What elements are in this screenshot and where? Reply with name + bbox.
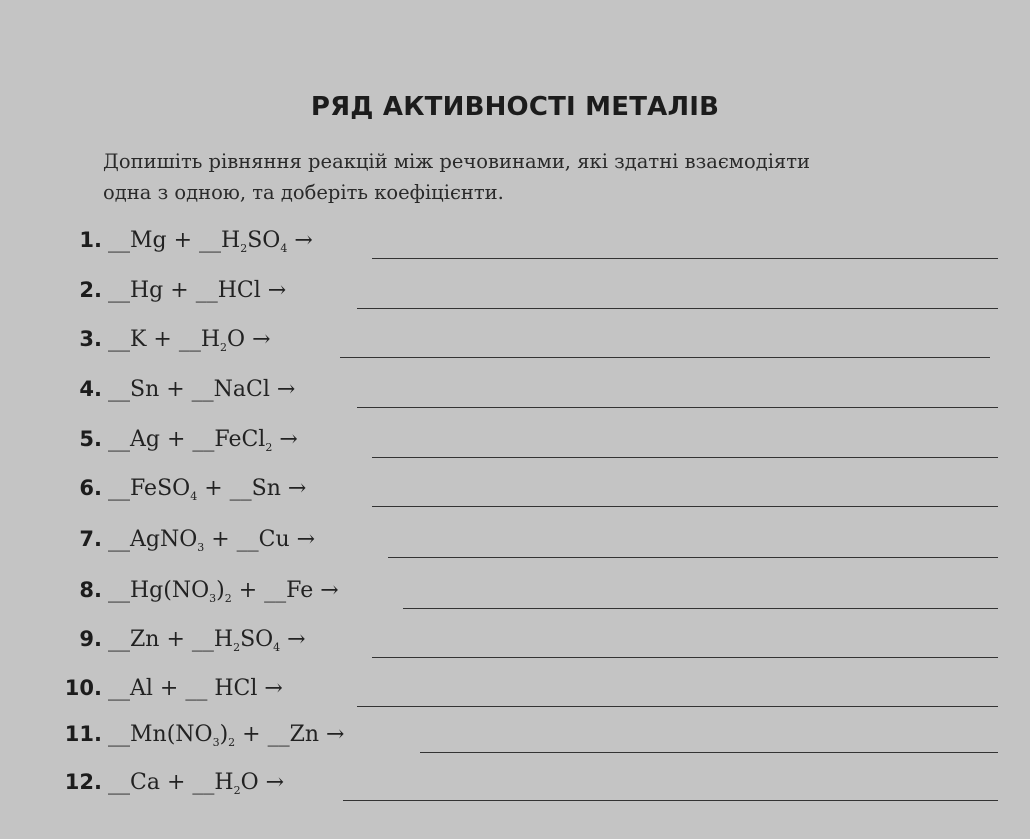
equation-row bbox=[44, 578, 339, 618]
equation-row bbox=[44, 228, 313, 268]
answer-line[interactable] bbox=[372, 506, 998, 507]
answer-line[interactable] bbox=[357, 308, 998, 309]
answer-line[interactable] bbox=[372, 657, 998, 658]
equation-expression: $\_\_Hg(NO_3)_2$ + __Fe → bbox=[108, 578, 339, 605]
equation-number: 11. bbox=[64, 722, 102, 746]
equation-expression: __Zn + $\_\_H_2SO_4$ → bbox=[108, 627, 306, 654]
equation-number: 3. bbox=[79, 327, 102, 351]
answer-line[interactable] bbox=[388, 557, 998, 558]
equation-expression: __Mg + $\_\_H_2SO_4$ → bbox=[108, 228, 313, 255]
equation-row bbox=[44, 676, 283, 716]
equation-number: 4. bbox=[79, 377, 102, 401]
equation-expression: __AgNO$_3$ + __Cu → bbox=[108, 527, 316, 554]
answer-line[interactable] bbox=[403, 608, 998, 609]
equation-expression: __Hg + __HCl → bbox=[108, 278, 287, 303]
instruction-line-2: одна з одною, та доберіть коефіцієнти. bbox=[103, 181, 504, 204]
equation-number: 7. bbox=[79, 527, 102, 551]
equation-number: 12. bbox=[64, 770, 102, 794]
equation-number: 1. bbox=[79, 228, 102, 252]
answer-line[interactable] bbox=[372, 457, 998, 458]
answer-line[interactable] bbox=[343, 800, 998, 801]
equation-number: 9. bbox=[79, 627, 102, 651]
equation-expression: __Ca + $\_\_H_2O$ → bbox=[108, 770, 285, 797]
answer-line[interactable] bbox=[372, 258, 998, 259]
answer-line[interactable] bbox=[357, 407, 998, 408]
equation-number: 10. bbox=[64, 676, 102, 700]
equation-expression: __K + $\_\_H_2O$ → bbox=[108, 327, 271, 354]
equation-row bbox=[44, 476, 306, 516]
instructions bbox=[103, 146, 1018, 208]
equation-expression: __Ag + __FeCl$_2$ → bbox=[108, 427, 298, 454]
equation-expression: __Sn + __NaCl → bbox=[108, 377, 296, 402]
equation-number: 8. bbox=[79, 578, 102, 602]
equation-number: 6. bbox=[79, 476, 102, 500]
equation-expression: $\_\_Mn(NO_3)_2$ + __Zn → bbox=[108, 722, 345, 749]
equation-number: 5. bbox=[79, 427, 102, 451]
answer-line[interactable] bbox=[340, 357, 990, 358]
equation-row bbox=[44, 327, 271, 367]
answer-line[interactable] bbox=[420, 752, 998, 753]
answer-line[interactable] bbox=[357, 706, 998, 707]
equation-row bbox=[44, 377, 295, 417]
equation-row bbox=[44, 722, 344, 762]
equation-row bbox=[44, 770, 284, 810]
equation-expression: __FeSO$_4$ + __Sn → bbox=[108, 476, 307, 503]
equation-row bbox=[44, 527, 315, 567]
instruction-line-1: Допишіть рівняння реакцій між речовинами, які здатні взаємодіяти bbox=[103, 150, 811, 173]
equation-expression: __Al + __ HCl → bbox=[108, 676, 283, 701]
equation-number: 2. bbox=[79, 278, 102, 302]
equation-row bbox=[44, 427, 298, 467]
equation-row bbox=[44, 627, 306, 667]
equation-row bbox=[44, 278, 286, 318]
worksheet-title: РЯД АКТИВНОСТІ МЕТАЛІВ bbox=[310, 92, 720, 122]
